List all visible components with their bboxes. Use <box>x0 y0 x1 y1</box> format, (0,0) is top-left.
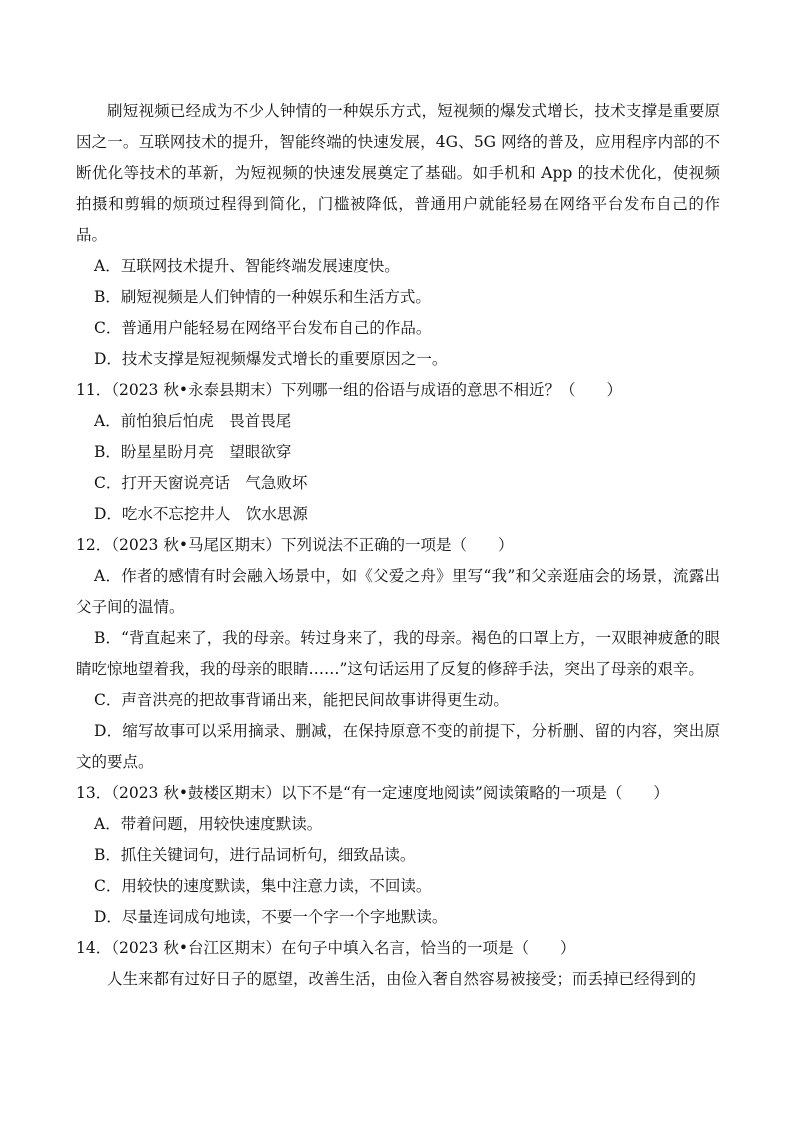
q10-option-a[interactable]: A．互联网技术提升、智能终端发展速度快。 <box>94 257 400 275</box>
question-14 <box>76 933 720 995</box>
question-12 <box>76 530 720 778</box>
q10-option-d[interactable]: D．技术支撑是短视频爆发式增长的重要原因之一。 <box>94 350 448 368</box>
q11-option-d[interactable]: D．吃水不忘挖井人 饮水思源 <box>94 505 308 523</box>
question-10-options <box>76 251 720 375</box>
q12-option-d[interactable]: D．缩写故事可以采用摘录、删减，在保持原意不变的前提下，分析删、留的内容，突出原文的要点。 <box>76 722 720 771</box>
q14-stem: 14．（2023 秋•台江区期末）在句子中填入名言，恰当的一项是（ ） <box>76 939 576 957</box>
page-content <box>76 96 720 995</box>
question-13 <box>76 778 720 933</box>
q13-stem: 13．（2023 秋•鼓楼区期末）以下不是“有一定速度地阅读”阅读策略的一项是（ ） <box>76 784 669 802</box>
q11-option-a[interactable]: A．前怕狼后怕虎 畏首畏尾 <box>94 412 292 430</box>
q11-option-c[interactable]: C．打开天窗说亮话 气急败坏 <box>94 474 308 492</box>
q12-stem: 12．（2023 秋•马尾区期末）下列说法不正确的一项是（ ） <box>76 536 514 554</box>
q13-option-c[interactable]: C．用较快的速度默读，集中注意力读，不回读。 <box>94 877 432 895</box>
reading-passage: 刷短视频已经成为不少人钟情的一种娱乐方式，短视频的爆发式增长，技术支撑是重要原因之一。互联网技术的提升，智能终端的快速发展，4G、5G 网络的普及，应用程序内部的不断优化等技术的革新，为短视频的快速发展奠定了基础。如手机和 App 的技术优化，使视频拍摄和剪辑的烦琐过程得到简化，门槛被降低，普通用户就能轻易在网络平台发布自己的作品。 <box>76 102 720 244</box>
q12-option-c[interactable]: C．声音洪亮的把故事背诵出来，能把民间故事讲得更生动。 <box>94 691 509 709</box>
q14-text: 人生来都有过好日子的愿望，改善生活，由俭入奢自然容易被接受；而丢掉已经得到的 <box>107 970 697 988</box>
q11-option-b[interactable]: B．盼星星盼月亮 望眼欲穿 <box>94 443 292 461</box>
question-11 <box>76 375 720 530</box>
q13-option-d[interactable]: D．尽量连词成句地读，不要一个字一个字地默读。 <box>94 908 448 926</box>
q13-option-a[interactable]: A．带着问题，用较快速度默读。 <box>94 815 323 833</box>
q11-stem: 11．（2023 秋•永泰县期末）下列哪一组的俗语与成语的意思不相近？（ ） <box>76 381 622 399</box>
q12-option-a[interactable]: A．作者的感情有时会融入场景中，如《父爱之舟》里写“我”和父亲逛庙会的场景，流露出父子间的温情。 <box>76 567 720 616</box>
q12-option-b[interactable]: B．“背直起来了，我的母亲。转过身来了，我的母亲。褐色的口罩上方，一双眼神疲惫的眼睛吃惊地望着我，我的母亲的眼睛……”这句话运用了反复的修辞手法，突出了母亲的艰辛。 <box>76 629 720 678</box>
q13-option-b[interactable]: B．抓住关键词句，进行品词析句，细致品读。 <box>94 846 416 864</box>
q10-option-b[interactable]: B．刷短视频是人们钟情的一种娱乐和生活方式。 <box>94 288 431 306</box>
q10-option-c[interactable]: C．普通用户能轻易在网络平台发布自己的作品。 <box>94 319 432 337</box>
